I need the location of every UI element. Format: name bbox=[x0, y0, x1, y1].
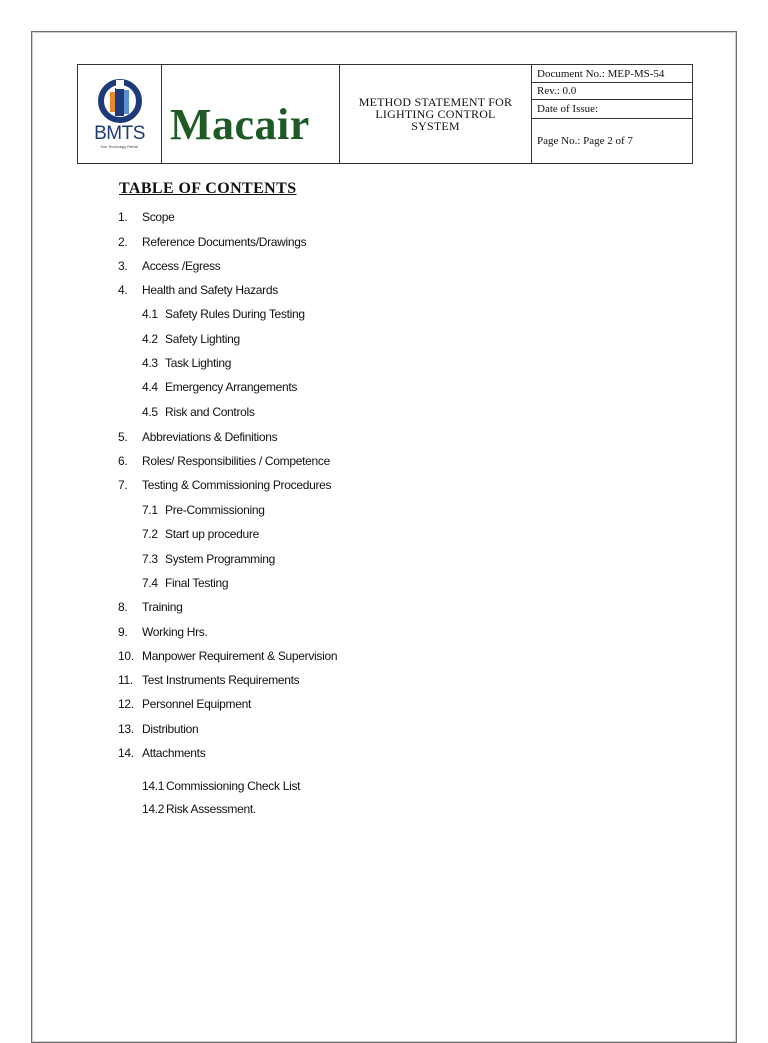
toc-item-number: 6. bbox=[118, 454, 128, 468]
macair-logo bbox=[162, 65, 340, 163]
toc-item[interactable] bbox=[118, 210, 175, 224]
toc-item-label: Pre-Commissioning bbox=[165, 503, 265, 517]
toc-item-label: Start up procedure bbox=[165, 527, 259, 541]
toc-item-label: Risk and Controls bbox=[165, 405, 255, 419]
toc-item[interactable] bbox=[118, 649, 337, 663]
revision: Rev.: 0.0 bbox=[532, 83, 692, 100]
toc-item-number: 9. bbox=[118, 625, 128, 639]
bmts-logo-icon bbox=[91, 77, 149, 127]
toc-item-label: Safety Lighting bbox=[165, 332, 240, 346]
page-number: Page No.: Page 2 of 7 bbox=[537, 135, 633, 147]
toc-item[interactable] bbox=[118, 600, 183, 614]
document-number: Document No.: MEP-MS-54 bbox=[532, 65, 692, 83]
bmts-logo bbox=[78, 65, 162, 163]
toc-item-label: Roles/ Responsibilities / Competence bbox=[142, 454, 330, 468]
toc-item-number: 5. bbox=[118, 430, 128, 444]
toc-item-label: Final Testing bbox=[165, 576, 229, 590]
toc-item-label: Testing & Commissioning Procedures bbox=[142, 478, 332, 492]
toc-item[interactable] bbox=[118, 697, 251, 711]
toc-item[interactable] bbox=[118, 430, 277, 444]
toc-subitem[interactable] bbox=[142, 802, 256, 816]
toc-subitem[interactable] bbox=[142, 576, 228, 590]
toc-item[interactable] bbox=[118, 454, 330, 468]
toc-item-number: 13. bbox=[118, 722, 134, 736]
toc-item[interactable] bbox=[118, 283, 278, 297]
document-title: METHOD STATEMENT FOR LIGHTING CONTROL SYSTEM bbox=[358, 95, 513, 133]
toc-item-number: 7. bbox=[118, 478, 128, 492]
toc-item-label: Access /Egress bbox=[142, 259, 221, 273]
toc-item-number: 4. bbox=[118, 283, 128, 297]
toc-item-label: Health and Safety Hazards bbox=[142, 283, 278, 297]
bmts-logo-tagline: Your Technology Partner bbox=[100, 145, 139, 149]
toc-item[interactable] bbox=[118, 673, 299, 687]
toc-item-label: Working Hrs. bbox=[142, 625, 208, 639]
toc-item-label: Commissioning Check List bbox=[166, 779, 301, 793]
toc-item-number: 4.2 bbox=[142, 332, 158, 346]
toc-item-label: Abbreviations & Definitions bbox=[142, 430, 278, 444]
toc-item-number: 12. bbox=[118, 697, 134, 711]
toc-item-number: 8. bbox=[118, 600, 128, 614]
toc-item-number: 4.5 bbox=[142, 405, 158, 419]
toc-item-number: 7.2 bbox=[142, 527, 158, 541]
toc-item-number: 4.4 bbox=[142, 380, 158, 394]
toc-item-label: Attachments bbox=[142, 746, 206, 760]
toc-subitem[interactable] bbox=[142, 527, 259, 541]
toc-item-number: 3. bbox=[118, 259, 128, 273]
toc-item-label: Distribution bbox=[142, 722, 199, 736]
toc-subitem[interactable] bbox=[142, 405, 255, 419]
toc-item-label: Manpower Requirement & Supervision bbox=[142, 649, 338, 663]
toc-item[interactable] bbox=[118, 478, 331, 492]
toc-item-label: Scope bbox=[142, 210, 175, 224]
toc-item-label: Test Instruments Requirements bbox=[142, 673, 300, 687]
toc-item[interactable] bbox=[118, 625, 208, 639]
toc-subitem[interactable] bbox=[142, 380, 297, 394]
toc-item-number: 4.1 bbox=[142, 307, 158, 321]
toc-item-label: Risk Assessment. bbox=[166, 802, 256, 816]
toc-item-label: Training bbox=[142, 600, 183, 614]
toc-item-number: 7.4 bbox=[142, 576, 158, 590]
toc-item-number: 10. bbox=[118, 649, 134, 663]
date-of-issue: Date of Issue: bbox=[532, 100, 692, 119]
toc-subitem[interactable] bbox=[142, 552, 275, 566]
toc-item-number: 4.3 bbox=[142, 356, 158, 370]
document-title-cell bbox=[340, 65, 532, 163]
toc-item-label: Safety Rules During Testing bbox=[165, 307, 305, 321]
toc-item-label: System Programming bbox=[165, 552, 275, 566]
toc-subitem[interactable] bbox=[142, 332, 240, 346]
document-info-cell bbox=[532, 65, 692, 163]
toc-item-label: Personnel Equipment bbox=[142, 697, 252, 711]
toc-item-number: 2. bbox=[118, 235, 128, 249]
toc-item[interactable] bbox=[118, 746, 205, 760]
toc-item-label: Task Lighting bbox=[165, 356, 232, 370]
toc-subitem[interactable] bbox=[142, 779, 300, 793]
toc-subitem[interactable] bbox=[142, 307, 305, 321]
toc-item-number: 7.3 bbox=[142, 552, 158, 566]
macair-brand-text: Macair bbox=[170, 100, 310, 149]
document-header-table bbox=[77, 64, 693, 164]
toc-item-number: 14.2 bbox=[142, 802, 165, 816]
toc-item-number: 14.1 bbox=[142, 779, 165, 793]
toc-item-number: 14. bbox=[118, 746, 134, 760]
toc-item[interactable] bbox=[118, 235, 306, 249]
toc-item-number: 7.1 bbox=[142, 503, 158, 517]
toc-item-label: Reference Documents/Drawings bbox=[142, 235, 307, 249]
toc-subitem[interactable] bbox=[142, 503, 265, 517]
bmts-logo-text: BMTS bbox=[94, 123, 145, 144]
toc-subitem[interactable] bbox=[142, 356, 231, 370]
toc-heading: TABLE OF CONTENTS bbox=[119, 180, 297, 197]
toc-item-label: Emergency Arrangements bbox=[165, 380, 298, 394]
toc-item-number: 11. bbox=[118, 673, 133, 687]
toc-item[interactable] bbox=[118, 722, 198, 736]
toc-item-number: 1. bbox=[118, 210, 128, 224]
toc-item[interactable] bbox=[118, 259, 221, 273]
